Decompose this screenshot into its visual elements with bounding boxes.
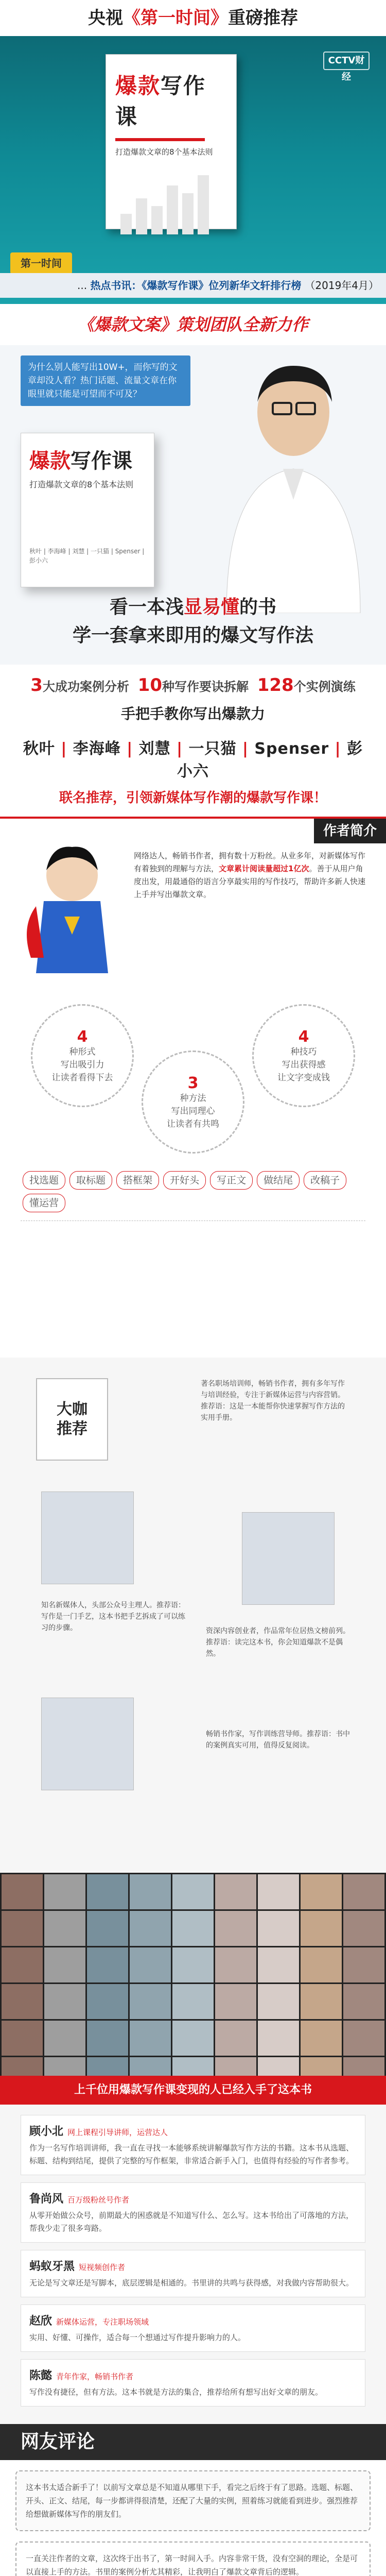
review-card: 赵欣 新媒体运营，专注职场领域 实用、好懂、可操作，适合每一个想通过写作提升影响力的人。 bbox=[21, 2304, 365, 2352]
author-section bbox=[0, 817, 386, 1358]
reader-photo bbox=[2, 1947, 43, 1982]
feature-stats: 3大成功案例分析 10种写作要诀拆解 128个实例演练 bbox=[30, 675, 356, 696]
expert-card-2: 知名新媒体人，头部公众号主理人。推荐语：写作是一门手艺，这本书把手艺拆成了可以练习的步骤。 bbox=[41, 1601, 185, 1632]
endorsement-list bbox=[0, 2105, 386, 2424]
header-quote: 《第一时间》 bbox=[123, 8, 228, 28]
expert-card-1: 著名职场培训师，畅销书作者，拥有多年写作与培训经验，专注于新媒体运营与内容营销。推荐语：这是一本能帮你快速掌握写作方法的实用手册。 bbox=[201, 1380, 345, 1422]
tv-book-title: 爆款写作课 bbox=[115, 73, 206, 129]
reader-photo bbox=[130, 1947, 171, 1982]
reader-photo bbox=[343, 1984, 384, 2019]
reader-photo bbox=[44, 1947, 85, 1982]
expert-photo-3 bbox=[41, 1698, 134, 1790]
hero-headline bbox=[0, 592, 386, 647]
reader-photo bbox=[301, 1874, 342, 1909]
news-ticker: ... 热点书讯：《爆款写作课》位列新华文轩排行榜 （2019年4月） bbox=[0, 273, 386, 298]
reader-photo bbox=[258, 1947, 299, 1982]
author-badge: 作者简介 bbox=[314, 819, 386, 843]
hero-book-subtitle: 打造爆款文章的8个基本法则 bbox=[29, 480, 134, 489]
hero-book-title: 爆款写作课 bbox=[29, 449, 132, 473]
method-circle-2: 3 种方法 写出同理心 让读者有共鸣 bbox=[142, 1050, 244, 1154]
reader-photo bbox=[130, 1984, 171, 2019]
section-title: 《爆款文案》策划团队全新力作 bbox=[77, 315, 308, 334]
endorsement-line: 联名推荐，引领新媒体写作潮的爆款写作课！ bbox=[59, 790, 327, 806]
tv-book-cover bbox=[106, 54, 237, 229]
channel-label: 第一时间 bbox=[10, 252, 72, 274]
reader-photo bbox=[172, 1911, 214, 1946]
reader-photo bbox=[44, 1911, 85, 1946]
reader-photo bbox=[343, 1911, 384, 1946]
author-cartoon bbox=[15, 839, 129, 984]
reader-photo bbox=[130, 1874, 171, 1909]
reader-photo bbox=[87, 1874, 128, 1909]
reader-photo bbox=[2, 1874, 43, 1909]
reader-photo bbox=[172, 1874, 214, 1909]
hero-headline-line1: 看一本浅显易懂的书 bbox=[109, 597, 277, 618]
reader-photo bbox=[258, 1984, 299, 2019]
hero-headline-line2: 学一套拿来即用的爆文写作法 bbox=[72, 625, 313, 646]
reader-photo-grid bbox=[0, 1873, 386, 2094]
author-bio: 网络达人，畅销书作者，拥有数十万粉丝。从业多年，对新媒体写作有着独到的理解与方法，文章累计阅读量超过1亿次。善于从用户角度出发，用最通俗的语言分享最实用的写作技巧，帮助许多新人快速上手并写出爆款文章。 bbox=[134, 851, 366, 899]
reader-photo bbox=[172, 1984, 214, 2019]
reader-photo bbox=[87, 1947, 128, 1982]
page-header bbox=[0, 0, 386, 36]
reader-photo bbox=[172, 1947, 214, 1982]
reader-photo bbox=[215, 1874, 256, 1909]
method-circles bbox=[0, 1004, 386, 1159]
comment-card: 一直关注作者的文章，这次终于出书了，第一时间入手。内容非常干货，没有空洞的理论，全是可以直接上手的方法。书里的案例分析尤其精彩，让我明白了爆款文章背后的逻辑。 bbox=[15, 2541, 371, 2576]
reader-photo bbox=[215, 1947, 256, 1982]
hero-intro: 为什么别人能写出10W+，而你写的文章却没人看？热门话题、流量文章在你眼里就只能是可望而不可及？ bbox=[21, 355, 190, 406]
review-card: 蚂蚁牙黑 短视频创作者 无论是写文章还是写脚本，底层逻辑是相通的。书里讲的共鸣与获得感，对我做内容帮助很大。 bbox=[21, 2250, 365, 2297]
promo-hero bbox=[0, 345, 386, 665]
tv-book-subtitle: 打造爆款文章的8个基本法则 bbox=[115, 147, 213, 157]
method-circle-1: 4 种形式 写出吸引力 让读者看得下去 bbox=[31, 1004, 134, 1107]
expert-photo-2 bbox=[242, 1512, 335, 1605]
reader-photo bbox=[343, 2021, 384, 2056]
hero-book-authors: 秋叶 | 李海峰 | 刘慧 | 一只猫 | Spenser | 彭小六 bbox=[29, 548, 145, 564]
reader-photo bbox=[44, 1874, 85, 1909]
tv-book-graphic bbox=[115, 173, 227, 234]
reader-photo bbox=[215, 2021, 256, 2056]
author-photo bbox=[206, 345, 376, 613]
reader-photo bbox=[44, 1984, 85, 2019]
reader-photo bbox=[130, 1911, 171, 1946]
collage-banner: 上千位用爆款写作课变现的人已经入手了这本书 bbox=[0, 2076, 386, 2105]
comments-body bbox=[0, 2460, 386, 2576]
method-circle-3: 4 种技巧 写出获得感 让文字变成钱 bbox=[252, 1004, 355, 1107]
cctv-logo: CCTV财经 bbox=[323, 52, 370, 70]
review-card: 陈懿 青年作家，畅销书作者 写作没有捷径，但有方法。这本书就是方法的集合，推荐给所有想写出好文章的朋友。 bbox=[21, 2359, 365, 2406]
expert-photo-1 bbox=[41, 1492, 134, 1584]
feature-tagline: 手把手教你写出爆款力 bbox=[120, 705, 265, 722]
comment-card: 这本书太适合新手了！以前写文章总是不知道从哪里下手，看完之后终于有了思路。选题、标题、开头、正文、结尾，每一步都讲得很清楚，还配了大量的实例，照着练习就能看到进步。强烈推荐给想做新媒体写作的朋友们。 bbox=[15, 2470, 371, 2531]
header-suffix: 重磅推荐 bbox=[228, 8, 298, 28]
reader-photo bbox=[301, 2021, 342, 2056]
reader-photo bbox=[258, 1911, 299, 1946]
reader-photo bbox=[2, 2021, 43, 2056]
reader-photo bbox=[130, 2021, 171, 2056]
reader-photo bbox=[87, 2021, 128, 2056]
reader-collage bbox=[0, 1873, 386, 2105]
endorser-names: 秋叶 | 李海峰 | 刘慧 | 一只猫 | Spenser | 彭小六 bbox=[23, 740, 363, 781]
reader-photo bbox=[215, 1911, 256, 1946]
review-card: 顾小北 网上课程引导讲师，运营达人 作为一名写作培训讲师，我一直在寻找一本能够系统讲解爆款写作方法的书籍。这本书从选题、标题、结构到结尾，提供了完整的写作框架，非常适合新手入门，也值得有经验的写作者参考。 bbox=[21, 2115, 365, 2175]
reader-photo bbox=[258, 1874, 299, 1909]
reader-photo bbox=[87, 1911, 128, 1946]
expert-card-4: 畅销书作家，写作训练营导师。推荐语：书中的案例真实可用，值得反复阅读。 bbox=[206, 1730, 350, 1750]
reader-photo bbox=[301, 1984, 342, 2019]
review-card: 鲁尚风 百万级粉丝号作者 从零开始做公众号，前期最大的困惑就是不知道写什么、怎么写。这本书给出了可落地的方法，帮我少走了很多弯路。 bbox=[21, 2182, 365, 2243]
expert-recommendations bbox=[0, 1358, 386, 1873]
reader-photo bbox=[87, 1984, 128, 2019]
header-prefix: 央视 bbox=[88, 8, 123, 28]
reader-photo bbox=[215, 1984, 256, 2019]
reader-photo bbox=[2, 1911, 43, 1946]
reader-photo bbox=[258, 2021, 299, 2056]
expert-card-3: 资深内容创业者，作品常年位居热文榜前列。推荐语：读完这本书，你会知道爆款不是偶然。 bbox=[206, 1627, 350, 1658]
reader-photo bbox=[44, 2021, 85, 2056]
comments-title: 网友评论 bbox=[0, 2424, 386, 2460]
reader-photo bbox=[172, 2021, 214, 2056]
reader-photo bbox=[2, 1984, 43, 2019]
hero-book-cover bbox=[21, 433, 154, 587]
tv-book-stripe bbox=[115, 138, 205, 141]
reader-photo bbox=[343, 1947, 384, 1982]
netizen-comments bbox=[0, 2424, 386, 2576]
reader-photo bbox=[301, 1911, 342, 1946]
skill-tags: 找选题 取标题 搭框架 开好头 写正文 做结尾 改稿子懂运营 bbox=[21, 1169, 365, 1214]
reader-photo bbox=[343, 1874, 384, 1909]
tv-banner bbox=[0, 36, 386, 304]
feature-strip bbox=[0, 665, 386, 817]
expert-tag: 大咖 推荐 bbox=[36, 1378, 108, 1461]
reader-photo bbox=[301, 1947, 342, 1982]
